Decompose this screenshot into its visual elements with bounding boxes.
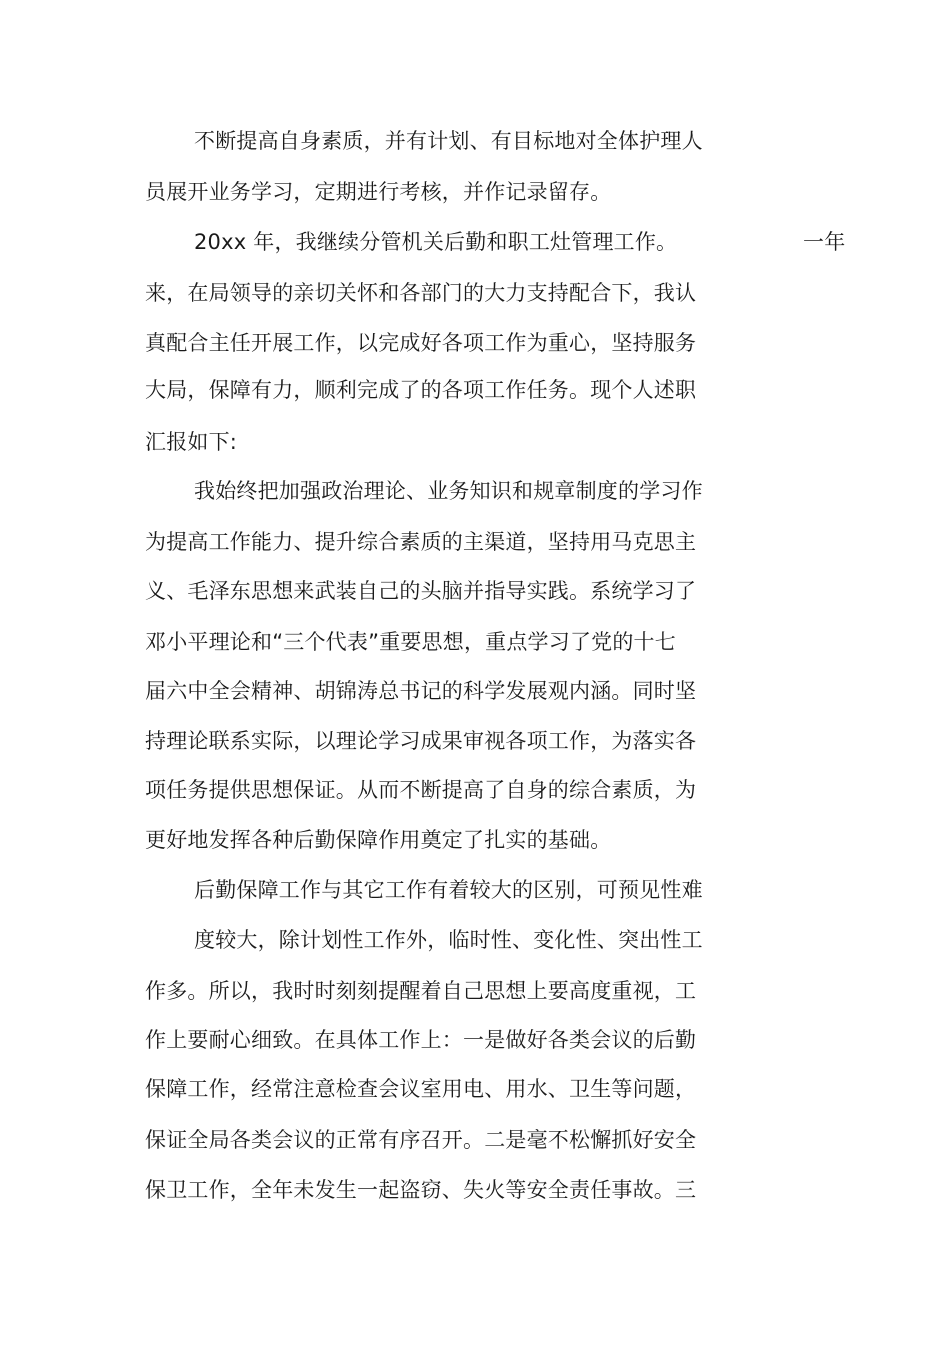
text-line: 员展开业务学习，定期进行考核，并作记录留存。 <box>145 180 612 204</box>
text-line: 作多。所以，我时时刻刻提醒着自己思想上要高度重视，工 <box>145 979 697 1003</box>
text-line: 项任务提供思想保证。从而不断提高了自身的综合素质，为 <box>145 778 697 802</box>
text-line: 保证全局各类会议的正常有序召开。二是毫不松懈抓好安全 <box>145 1128 697 1152</box>
text-line: 度较大，除计划性工作外，临时性、变化性、突出性工 <box>194 928 703 952</box>
text-line: 不断提高自身素质，并有计划、有目标地对全体护理人 <box>194 129 703 153</box>
text-segment: 20xx 年，我继续分管机关后勤和职工灶管理工作。 <box>194 230 678 254</box>
text-line: 作上要耐心细致。在具体工作上：一是做好各类会议的后勤 <box>145 1028 697 1052</box>
text-line: 义、毛泽东思想来武装自己的头脑并指导实践。系统学习了 <box>145 579 697 603</box>
text-line: 持理论联系实际，以理论学习成果审视各项工作，为落实各 <box>145 729 697 753</box>
text-line: 更好地发挥各种后勤保障作用奠定了扎实的基础。 <box>145 828 612 852</box>
text-line: 大局，保障有力，顺利完成了的各项工作任务。现个人述职 <box>145 378 697 402</box>
text-line: 为提高工作能力、提升综合素质的主渠道，坚持用马克思主 <box>145 530 697 554</box>
text-line: 保障工作，经常注意检查会议室用电、用水、卫生等问题， <box>145 1077 697 1101</box>
text-line: 来，在局领导的亲切关怀和各部门的大力支持配合下，我认 <box>145 281 697 305</box>
text-line: 真配合主任开展工作，以完成好各项工作为重心，坚持服务 <box>145 331 697 355</box>
text-segment: 一年 <box>803 230 846 254</box>
text-line: 汇报如下: <box>145 430 238 454</box>
text-line: 保卫工作，全年未发生一起盗窃、失火等安全责任事故。三 <box>145 1178 697 1202</box>
text-line: 届六中全会精神、胡锦涛总书记的科学发展观内涵。同时坚 <box>145 679 697 703</box>
text-line: 后勤保障工作与其它工作有着较大的区别，可预见性难 <box>194 878 703 902</box>
text-line: 我始终把加强政治理论、业务知识和规章制度的学习作 <box>194 479 703 503</box>
text-line: 邓小平理论和“三个代表”重要思想，重点学习了党的十七 <box>145 630 676 654</box>
text-line <box>194 222 874 262</box>
